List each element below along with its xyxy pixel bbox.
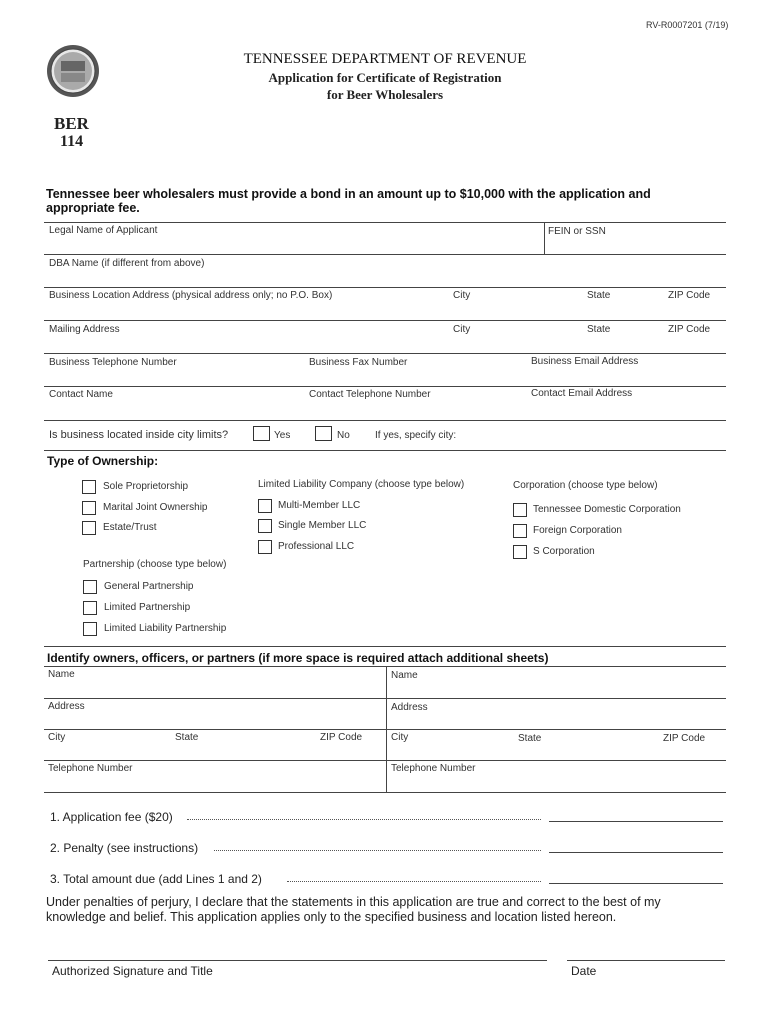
s-corp-label: S Corporation bbox=[533, 546, 595, 557]
city-limits-no-checkbox[interactable] bbox=[315, 426, 332, 441]
tn-domestic-corp-label: Tennessee Domestic Corporation bbox=[533, 504, 681, 515]
city-limits-question: Is business located inside city limits? bbox=[49, 429, 229, 441]
llc-heading: Limited Liability Company (choose type below) bbox=[258, 479, 465, 490]
form-id-number: 114 bbox=[60, 133, 84, 150]
department-title: TENNESSEE DEPARTMENT OF REVENUE bbox=[243, 51, 527, 67]
business-zip-field[interactable]: ZIP Code bbox=[668, 290, 711, 301]
dba-field[interactable]: DBA Name (if different from above) bbox=[49, 258, 205, 269]
mailing-zip-field[interactable]: ZIP Code bbox=[668, 324, 711, 335]
contact-phone-field[interactable]: Contact Telephone Number bbox=[309, 389, 431, 400]
signature-line[interactable] bbox=[48, 960, 547, 961]
professional-llc-label: Professional LLC bbox=[278, 541, 355, 552]
fee-line-3-input[interactable] bbox=[549, 883, 723, 884]
estate-trust-label: Estate/Trust bbox=[103, 522, 157, 533]
marital-joint-checkbox[interactable] bbox=[82, 501, 96, 515]
sole-proprietorship-checkbox[interactable] bbox=[82, 480, 96, 494]
fein-field[interactable]: FEIN or SSN bbox=[548, 226, 606, 237]
contact-name-field[interactable]: Contact Name bbox=[49, 389, 113, 400]
s-corp-checkbox[interactable] bbox=[513, 545, 527, 559]
rule bbox=[44, 698, 726, 699]
rule bbox=[44, 287, 726, 288]
multi-member-llc-label: Multi-Member LLC bbox=[278, 500, 361, 511]
business-address-field[interactable]: Business Location Address (physical address only; no P.O. Box) bbox=[49, 290, 333, 301]
fee-line-1-input[interactable] bbox=[549, 821, 723, 822]
state-seal-icon bbox=[46, 44, 100, 98]
fee-line-2-label: 2. Penalty (see instructions) bbox=[50, 841, 199, 855]
declaration-line-2: knowledge and belief. This application applies only to the specified business and location listed hereon. bbox=[46, 910, 617, 924]
corporation-heading: Corporation (choose type below) bbox=[513, 480, 658, 491]
mailing-city-field[interactable]: City bbox=[453, 324, 471, 335]
business-phone-field[interactable]: Business Telephone Number bbox=[49, 357, 177, 368]
legal-name-field[interactable]: Legal Name of Applicant bbox=[49, 225, 158, 236]
date-label: Date bbox=[571, 964, 597, 978]
declaration-line-1: Under penalties of perjury, I declare that the statements in this application are true and correct to the best of my bbox=[46, 895, 661, 909]
city-limits-yes-label: Yes bbox=[274, 430, 291, 441]
owner1-address-field[interactable]: Address bbox=[48, 701, 85, 712]
owner1-phone-field[interactable]: Telephone Number bbox=[48, 763, 133, 774]
mailing-address-field[interactable]: Mailing Address bbox=[49, 324, 120, 335]
owners-title: Identify owners, officers, or partners (if more space is required attach additional sheets) bbox=[47, 651, 549, 665]
business-state-field[interactable]: State bbox=[587, 290, 611, 301]
divider bbox=[386, 666, 387, 792]
multi-member-llc-checkbox[interactable] bbox=[258, 499, 272, 513]
foreign-corp-label: Foreign Corporation bbox=[533, 525, 622, 536]
rule bbox=[44, 729, 726, 730]
single-member-llc-label: Single Member LLC bbox=[278, 520, 367, 531]
form-subtitle-2: for Beer Wholesalers bbox=[326, 87, 444, 102]
fee-line-2-input[interactable] bbox=[549, 852, 723, 853]
general-partnership-label: General Partnership bbox=[104, 581, 194, 592]
mailing-state-field[interactable]: State bbox=[587, 324, 611, 335]
sole-proprietorship-label: Sole Proprietorship bbox=[103, 481, 189, 492]
rule bbox=[44, 646, 726, 647]
business-fax-field[interactable]: Business Fax Number bbox=[309, 357, 408, 368]
city-limits-no-label: No bbox=[337, 430, 350, 441]
general-partnership-checkbox[interactable] bbox=[83, 580, 97, 594]
llp-label: Limited Liability Partnership bbox=[104, 623, 227, 634]
marital-joint-label: Marital Joint Ownership bbox=[103, 502, 208, 513]
intro-line-1: Tennessee beer wholesalers must provide a bond in an amount up to $10,000 with the application and bbox=[46, 187, 651, 201]
single-member-llc-checkbox[interactable] bbox=[258, 519, 272, 533]
owner1-city-field[interactable]: City bbox=[48, 732, 66, 743]
llp-checkbox[interactable] bbox=[83, 622, 97, 636]
form-code: RV-R0007201 (7/19) bbox=[646, 20, 729, 30]
owner2-address-field[interactable]: Address bbox=[391, 702, 428, 713]
foreign-corp-checkbox[interactable] bbox=[513, 524, 527, 538]
owner1-state-field[interactable]: State bbox=[175, 732, 199, 743]
owner1-zip-field[interactable]: ZIP Code bbox=[320, 732, 363, 743]
rule bbox=[44, 420, 726, 421]
owner2-city-field[interactable]: City bbox=[391, 732, 409, 743]
signature-label: Authorized Signature and Title bbox=[52, 964, 213, 978]
specify-city-field[interactable]: If yes, specify city: bbox=[375, 430, 457, 441]
divider bbox=[544, 222, 545, 254]
leader-dots bbox=[214, 850, 541, 851]
rule bbox=[44, 222, 726, 223]
owner2-name-field[interactable]: Name bbox=[391, 670, 418, 681]
contact-email-field[interactable]: Contact Email Address bbox=[531, 388, 633, 399]
estate-trust-checkbox[interactable] bbox=[82, 521, 96, 535]
ownership-title: Type of Ownership: bbox=[47, 454, 159, 468]
business-email-field[interactable]: Business Email Address bbox=[531, 356, 639, 367]
city-limits-yes-checkbox[interactable] bbox=[253, 426, 270, 441]
rule bbox=[44, 792, 726, 793]
limited-partnership-label: Limited Partnership bbox=[104, 602, 191, 613]
rule bbox=[44, 386, 726, 387]
form-subtitle-1: Application for Certificate of Registration bbox=[268, 70, 502, 85]
owner1-name-field[interactable]: Name bbox=[48, 669, 75, 680]
date-line[interactable] bbox=[567, 960, 725, 961]
owner2-phone-field[interactable]: Telephone Number bbox=[391, 763, 476, 774]
rule bbox=[44, 760, 726, 761]
owner2-state-field[interactable]: State bbox=[518, 733, 542, 744]
rule bbox=[44, 320, 726, 321]
tn-domestic-corp-checkbox[interactable] bbox=[513, 503, 527, 517]
rule bbox=[44, 666, 726, 667]
intro-line-2: appropriate fee. bbox=[46, 201, 140, 215]
rule bbox=[44, 450, 726, 451]
business-city-field[interactable]: City bbox=[453, 290, 471, 301]
fee-line-1-label: 1. Application fee ($20) bbox=[50, 810, 173, 824]
rule bbox=[44, 254, 726, 255]
fee-line-3-label: 3. Total amount due (add Lines 1 and 2) bbox=[50, 872, 262, 886]
rule bbox=[44, 353, 726, 354]
limited-partnership-checkbox[interactable] bbox=[83, 601, 97, 615]
partnership-heading: Partnership (choose type below) bbox=[83, 559, 227, 570]
leader-dots bbox=[287, 881, 541, 882]
owner2-zip-field[interactable]: ZIP Code bbox=[663, 733, 706, 744]
professional-llc-checkbox[interactable] bbox=[258, 540, 272, 554]
form-id-ber: BER bbox=[54, 114, 89, 133]
leader-dots bbox=[187, 819, 541, 820]
